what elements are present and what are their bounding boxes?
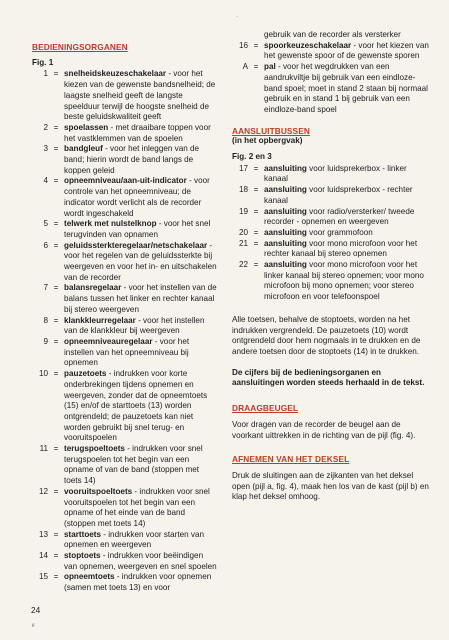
item-term: aansluiting [264,227,307,237]
item-number: 18 [238,185,248,195]
list-item [32,283,217,315]
list-item [232,260,432,303]
item-number: 11 [39,444,48,454]
list-item [232,41,432,62]
item-description [264,260,432,303]
item-term: opneemniveau/aan-uit-indicator [64,176,187,186]
equals-sign: = [53,369,59,379]
list-item [32,487,217,530]
item-text: - voor het kiezen van de gewenste bandsnelheid; de laagste snelheid geeft de langste speelduur terwijl de hoogste snelheid de beste geluidskwaliteit geeft [64,69,216,122]
item-description [64,69,217,123]
list-item [32,316,217,337]
item-text: - voor het kiezen van het gewenste spoor of de gewenste sporen [264,40,429,61]
item-term: pal [264,62,276,72]
item-term: aansluiting [264,163,307,173]
item-number: 3 [43,144,48,154]
section-heading-draagbeugel: DRAAGBEUGEL [232,403,299,414]
item-number: 16 [238,40,248,50]
item-text: - indrukken voor beëindigen van opnemen, weergeven en snel spoelen [64,551,217,571]
item-number: 22 [238,260,248,270]
list-item [232,207,432,228]
item-term: vooruitspoeltoets [64,486,133,496]
equals-sign: = [53,529,59,539]
item-text: - indrukken voor opnemen (samen met toets 13) en voor [64,572,212,593]
item-number: 10 [38,369,48,379]
list-item [32,123,217,144]
item-description [264,41,432,62]
item-term: snelheidskeuzeschakelaar [64,69,167,79]
item-text: voor grammofoon [306,227,373,237]
page-number: 24 [31,605,41,615]
equals-sign: = [53,444,59,454]
item-text: - indrukken voor snel terugspoelen tot het begin van een opname of van de band (stoppen met toets 14) [64,444,203,486]
equals-sign: = [253,163,259,173]
item-text: voor mono microfoon voor het rechter kanaal bij stereo opnemen [264,238,418,259]
item-term: opneemtoets [64,572,115,582]
item-term: pauzetoets [64,369,107,379]
item-text: - voor het instellen van het opneemniveau bij opnemen [64,336,190,368]
item-term: aansluiting [264,260,307,270]
item-text: - met draaibare toppen voor het vastklemmen van de spoelen [64,122,211,143]
section-heading-deksel: AFNEMEN VAN HET DEKSEL [232,454,350,465]
item-number: 21 [238,238,248,248]
item-text: voor radio/versterker/ tweede recorder - opnemen en weergeven [264,206,415,227]
paragraph-toetsen: Alle toetsen, behalve de stoptoets, worden na het indrukken vergrendeld. De pauzetoets (10) wordt ontgrendeld door hem nogmaals in te drukken en de andere toetsen door de stoptoets (14) in te drukken. [232,314,421,356]
item-description [264,239,432,260]
item-text: - indrukken voor starten van opnemen en weergeven [64,529,204,550]
item-text: - voor het snel terugvinden van opnamen [64,219,211,239]
item-number: 15 [38,572,48,582]
equals-sign: = [53,551,59,561]
item-description [264,228,432,239]
equals-sign: = [53,219,59,229]
item-description [264,207,432,228]
scan-dot: · [236,14,238,20]
item-text: - voor het instellen van de klankkleur bij weergeven [64,315,205,336]
section-heading-bedieningsorganen: BEDIENINGSORGANEN [32,42,128,52]
item-term: telwerk met nulstelknop [64,219,157,229]
equals-sign: = [253,260,259,270]
item-description [64,530,217,551]
list-item [32,530,217,551]
connections-list [232,164,432,303]
item-description [64,283,217,315]
list-item [32,69,217,123]
equals-sign: = [53,486,59,496]
equals-sign: = [253,206,259,216]
equals-sign: = [53,122,59,132]
equals-sign: = [53,144,59,154]
item-description [264,185,432,206]
paragraph-draagbeugel: Voor dragen van de recorder de beugel aan de voorkant uittrekken in de richting van de pijl (fig. 4). [232,419,416,440]
item-term: stoptoets [64,551,101,561]
item-text: - voor het inleggen van de band; hierin wordt de band langs de koppen geleid [64,144,200,175]
list-item [32,219,217,240]
left-column [32,0,217,594]
controls-list [32,69,217,593]
equals-sign: = [253,40,259,50]
item-description [64,176,217,219]
list-item [232,239,432,260]
equals-sign: = [53,315,59,325]
item-term: aansluiting [264,185,307,195]
item-number: 13 [38,529,48,539]
item-description [64,572,217,593]
section-subheading: (in het opbergvak) [232,136,303,146]
item-number: 14 [38,551,48,561]
item-description [64,551,217,572]
list-item [232,62,432,116]
item-term: spoorkeuzeschakelaar [264,40,352,50]
item-term: aansluiting [264,238,307,248]
scan-mark: ꜰ [32,623,35,629]
equals-sign: = [53,336,59,346]
item-description [64,144,217,176]
item-number: A [242,62,248,72]
list-item [32,241,217,284]
item-description [64,123,217,144]
item-number: 19 [238,206,248,216]
right-column [232,0,432,503]
item-description [64,337,217,369]
fig-label-2: Fig. 2 en 3 [232,152,272,162]
fig-label: Fig. 1 [32,57,54,67]
item-number: 5 [43,219,48,229]
list-item [32,572,217,593]
item-description [64,487,217,530]
list-item [32,369,217,444]
equals-sign: = [253,62,259,72]
equals-sign: = [53,240,59,250]
item-term: starttoets [64,529,102,539]
list-item [32,144,217,176]
item-term: aansluiting [264,206,307,216]
item-description [264,164,432,185]
list-item [32,337,217,369]
equals-sign: = [53,69,59,79]
item-number: 7 [43,283,48,293]
equals-sign: = [53,176,59,186]
equals-sign: = [253,238,259,248]
item-description [64,241,217,284]
list-item [232,228,432,239]
paragraph-deksel: Druk de sluitingen aan de zijkanten van het deksel open (pijl a, fig. 4), maak hen los van de kast (pijl b) en klap het deksel omhoog. [232,470,429,502]
item-text: - indrukken voor snel vooruitspoelen tot het begin van een opname of het einde van de band (stoppen met toets 14) [64,486,210,528]
item-description [264,62,432,116]
equals-sign: = [253,185,259,195]
item-term: bandgleuf [64,144,103,154]
item-term: balansregelaar [64,283,122,293]
section-heading-aansluitbussen: AANSLUITBUSSEN [232,125,310,136]
item-number: 6 [43,240,48,250]
continuation-text: gebruik van de recorder als versterker [264,30,401,39]
item-term: opneemniveauregelaar [64,336,153,346]
equals-sign: = [53,283,59,293]
item-term: geluidssterkteregelaar/netschakelaar [64,240,208,250]
item-term: klankkleurregelaar [64,315,136,325]
item-text: - voor controle van het opneemniveau; de indicator wordt verlicht als de recorder wordt ingeschakeld [64,176,210,218]
item-number: 12 [38,486,48,496]
item-number: 1 [43,69,48,79]
equals-sign: = [253,227,259,237]
item-number: 9 [43,336,48,346]
item-text: - voor het wegdrukken van een aandrukviltje bij gebruik van een eindloze-band spoel; moet in stand 2 staan bij normaal gebruik en in stand 1 bij gebruik van een eindloze-band spoel [264,62,428,114]
list-item [232,185,432,206]
item-text: - voor het regelen van de geluidssterkte bij weergeven en voor het in- en uitschakelen van de recorder [64,240,217,282]
item-text: voor luidsprekerbox - linker kanaal [264,163,407,184]
item-number: 2 [43,122,48,132]
item-description [64,444,217,487]
item-term: terugspoeltoets [64,444,125,454]
item-description [64,219,217,240]
item-number: 17 [238,163,248,173]
item-description [64,316,217,337]
item-number: 8 [43,315,48,325]
list-item [32,176,217,219]
item-term: spoelassen [64,122,109,132]
item-number: 20 [238,227,248,237]
controls-list-continued [232,41,432,116]
item-number: 4 [43,176,48,186]
paragraph-cijfers: De cijfers bij de bedieningsorganen en aansluitingen worden steeds herhaald in de tekst. [232,367,425,388]
list-item [32,551,217,572]
item-text: voor mono microfoon voor het linker kanaal bij stereo opnemen; voor mono microfoon bij mono opnemen; voor stereo microfoon en voor telefoonspoel [264,260,424,302]
equals-sign: = [53,572,59,582]
list-item [232,164,432,185]
item-description [64,369,217,444]
item-text: voor luidsprekerbox - rechter kanaal [264,185,413,205]
item-text: - indrukken voor korte onderbrekingen tijdens opnemen en weergeven, zonder dat de opneemtoets (15) en/of de starttoets (13) worden ontgrendeld; de pauzetoets kan niet worden gebruikt bij snel terug- en vooruitspoelen [64,369,208,443]
item-text: - voor het instellen van de balans tussen het linker en rechter kanaal bij stereo weergeven [64,283,217,314]
list-item [32,444,217,487]
